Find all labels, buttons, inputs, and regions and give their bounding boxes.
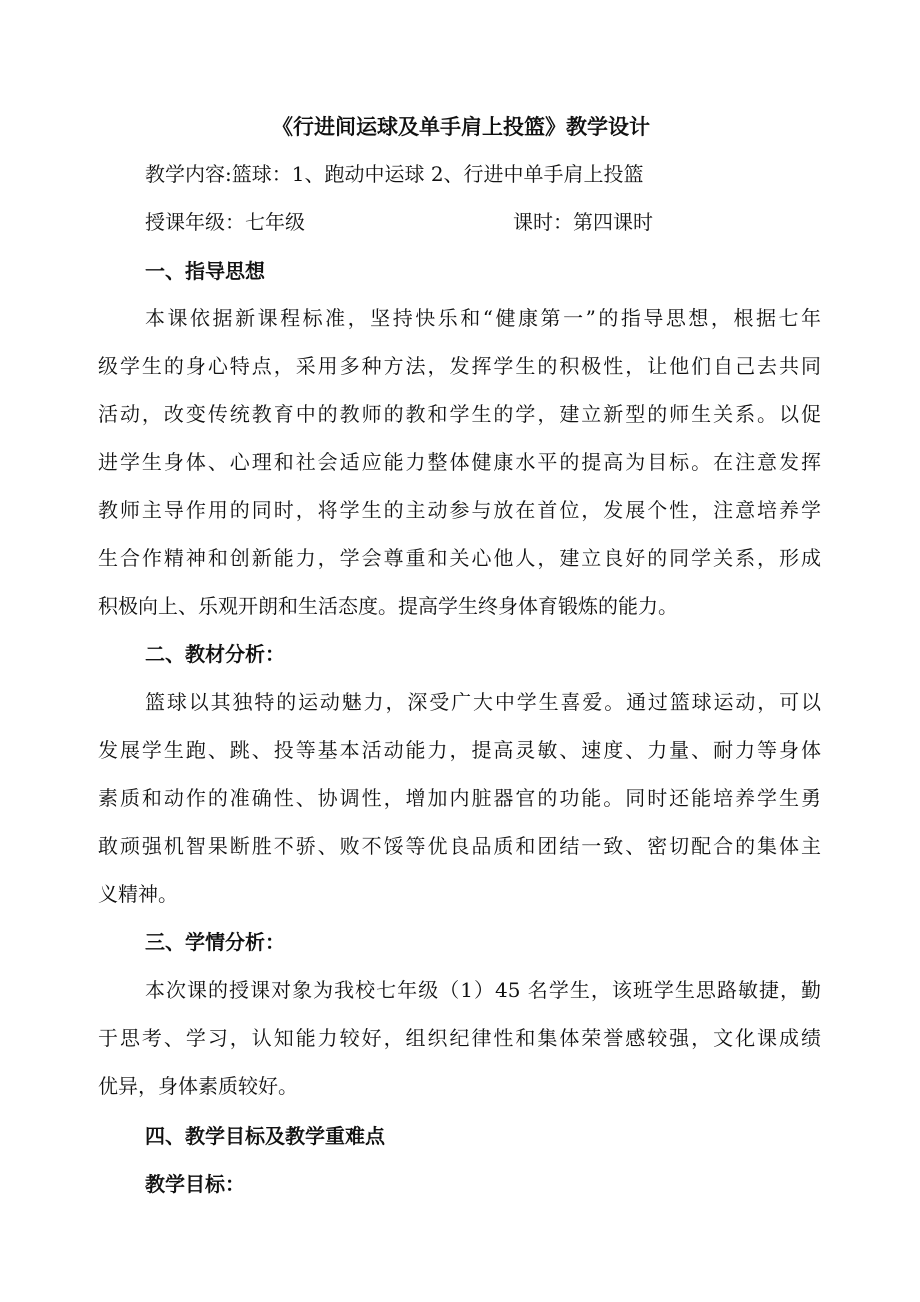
paragraph-line: 素质和动作的准确性、协调性，增加内脏器官的功能。同时还能培养学生勇 <box>98 786 821 810</box>
section-heading-teaching-objectives: 四、教学目标及教学重难点 <box>145 1124 385 1148</box>
paragraph-line: 本次课的授课对象为我校七年级（1）45 名学生，该班学生思路敏捷，勤 <box>145 978 821 1002</box>
grade-info: 授课年级：七年级 <box>145 210 305 234</box>
section-heading-material-analysis: 二、教材分析： <box>145 642 285 666</box>
paragraph-line: 义精神。 <box>98 882 178 906</box>
paragraph-line: 进学生身体、心理和社会适应能力整体健康水平的提高为目标。在注意发挥 <box>98 450 821 474</box>
paragraph-line: 敢顽强机智果断胜不骄、败不馁等优良品质和团结一致、密切配合的集体主 <box>98 834 821 858</box>
paragraph-line: 发展学生跑、跳、投等基本活动能力，提高灵敏、速度、力量、耐力等身体 <box>98 738 821 762</box>
period-info: 课时：第四课时 <box>513 210 653 234</box>
paragraph-line: 生合作精神和创新能力，学会尊重和关心他人，建立良好的同学关系，形成 <box>98 546 821 570</box>
paragraph-line: 积极向上、乐观开朗和生活态度。提高学生终身体育锻炼的能力。 <box>98 594 678 618</box>
paragraph-line: 活动，改变传统教育中的教师的教和学生的学，建立新型的师生关系。以促 <box>98 402 821 426</box>
paragraph-line: 级学生的身心特点，采用多种方法，发挥学生的积极性，让他们自己去共同 <box>98 354 821 378</box>
paragraph-line: 本课依据新课程标准，坚持快乐和“健康第一”的指导思想，根据七年 <box>145 306 821 330</box>
paragraph-line: 于思考、学习，认知能力较好，组织纪律性和集体荣誉感较强，文化课成绩 <box>98 1026 821 1050</box>
paragraph-line: 教师主导作用的同时，将学生的主动参与放在首位，发展个性，注意培养学 <box>98 498 821 522</box>
paragraph-line: 篮球以其独特的运动魅力，深受广大中学生喜爱。通过篮球运动，可以 <box>145 690 821 714</box>
section-heading-guiding-ideology: 一、指导思想 <box>145 259 265 283</box>
teaching-content-line: 教学内容:篮球：1、跑动中运球 2、行进中单手肩上投篮 <box>145 162 644 186</box>
sub-heading-teaching-goals: 教学目标： <box>145 1172 245 1196</box>
paragraph-line: 优异，身体素质较好。 <box>98 1074 298 1098</box>
section-heading-student-analysis: 三、学情分析： <box>145 930 285 954</box>
document-title: 《行进间运球及单手肩上投篮》教学设计 <box>272 115 650 139</box>
